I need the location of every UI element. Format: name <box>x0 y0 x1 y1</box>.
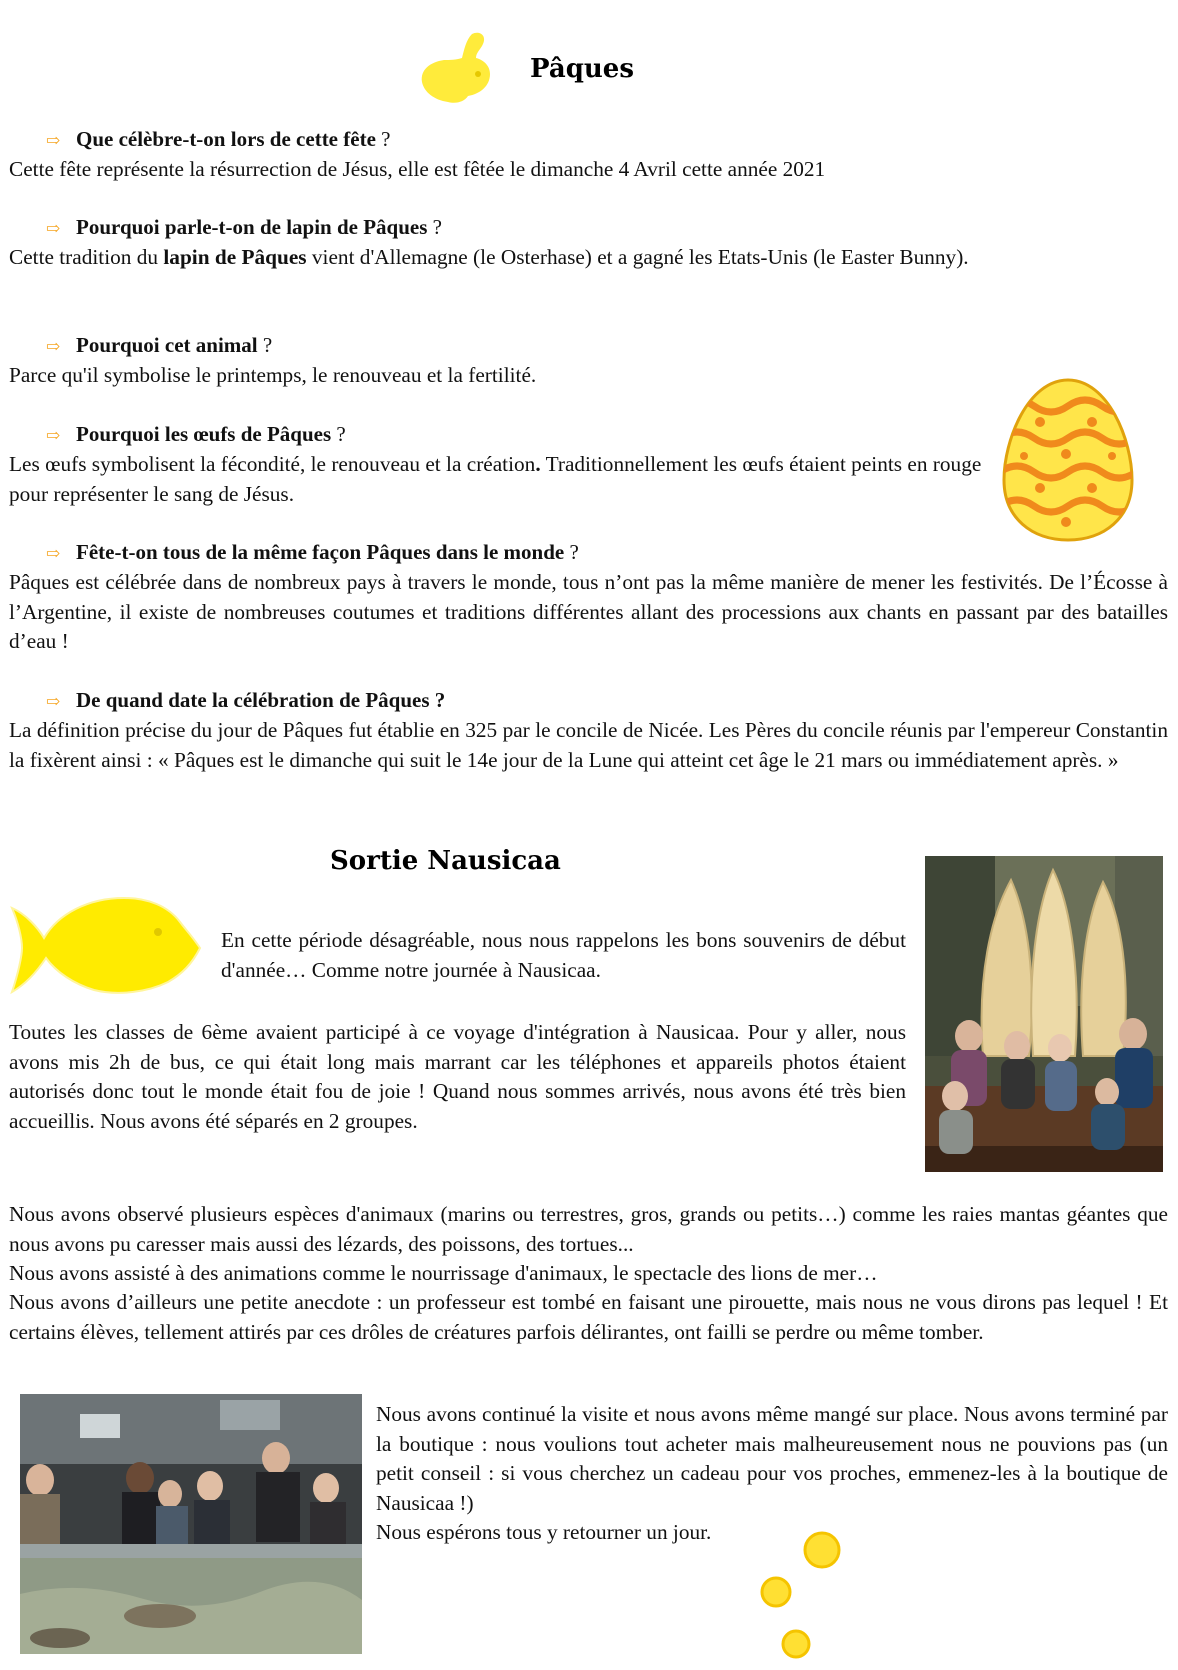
question-text: Pourquoi parle-t-on de lapin de Pâques <box>76 215 428 239</box>
question-1 <box>46 127 390 152</box>
students-touch-pool-photo <box>20 1394 362 1654</box>
answer-bold: lapin de Pâques <box>163 245 307 269</box>
answer-3: Parce qu'il symbolise le printemps, le renouveau et la fertilité. <box>9 363 537 387</box>
question-text: Pourquoi cet animal <box>76 333 258 357</box>
question-mark: ? <box>427 215 442 239</box>
paragraph-3: Nous avons assisté à des animations comme le nourrissage d'animaux, le spectacle des lions de mer… <box>9 1261 878 1285</box>
question-mark: ? <box>375 127 391 151</box>
bunny-icon <box>420 30 506 106</box>
question-mark: ? <box>257 333 273 357</box>
question-mark: ? <box>564 540 579 564</box>
question-2 <box>46 215 442 240</box>
answer-text: Les œufs symbolisent la fécondité, le renouveau et la création <box>9 452 536 476</box>
students-surfboards-photo <box>925 856 1163 1172</box>
arrow-icon: ⇨ <box>46 426 61 445</box>
fish-icon <box>8 892 204 1000</box>
intro-text: En cette période désagréable, nous nous rappelons les bons souvenirs de début d'année… Comme notre journée à Nausicaa. <box>221 928 906 982</box>
answer-4 <box>9 450 989 509</box>
easter-egg-icon <box>1000 376 1136 544</box>
question-6 <box>46 688 445 713</box>
answer-text: Cette tradition du <box>9 245 164 269</box>
question-text: Que célèbre-t-on lors de cette fête <box>76 127 376 151</box>
paragraph-4: Nous avons d’ailleurs une petite anecdote : un professeur est tombé en faisant une pirouette, mais nous ne vous dirons pas lequel ! Et certains élèves, tellement attirés par ces drôles de créatures parfois délirantes, ont failli se perdre ou même tomber. <box>9 1290 1168 1344</box>
question-text: Fête-t-on tous de la même façon Pâques dans le monde <box>76 540 565 564</box>
arrow-icon: ⇨ <box>46 692 61 711</box>
answer-6: La définition précise du jour de Pâques fut établie en 325 par le concile de Nicée. Les Pères du concile réunis par l'empereur Constantin la fixèrent ainsi : « Pâques est le dimanche qui suit le 14e jour de la Lune qui atteint cet âge le 21 mars ou immédiatement après. » <box>9 718 1168 772</box>
question-text: Pourquoi les œufs de Pâques <box>76 422 332 446</box>
paragraph-2: Nous avons observé plusieurs espèces d'animaux (marins ou terrestres, gros, grands ou petits…) comme les raies mantas géantes que nous avons pu caresser mais aussi des lézards, des poissons, des tortues... <box>9 1202 1168 1256</box>
arrow-icon: ⇨ <box>46 131 61 150</box>
arrow-icon: ⇨ <box>46 337 61 356</box>
arrow-icon: ⇨ <box>46 219 61 238</box>
section-title: Sortie Nausicaa <box>330 846 561 876</box>
paragraph-6: Nous espérons tous y retourner un jour. <box>376 1520 712 1544</box>
question-3 <box>46 333 272 358</box>
answer-text: Traditionnellement les œufs étaient peints en rouge pour représenter le sang de Jésus. <box>9 452 982 506</box>
arrow-icon: ⇨ <box>46 544 61 563</box>
paragraph-1: Toutes les classes de 6ème avaient participé à ce voyage d'intégration à Nausicaa. Pour y aller, nous avons mis 2h de bus, ce qui était long mais marrant car les téléphones et appareils photos étaient autorisés donc tout le monde était fou de joie ! Quand nous sommes arrivés, nous avons été très bien accueillis. Nous avons été séparés en 2 groupes. <box>9 1020 906 1133</box>
question-5 <box>46 540 579 565</box>
question-mark: ? <box>331 422 346 446</box>
answer-5: Pâques est célébrée dans de nombreux pays à travers le monde, tous n’ont pas la même manière de mener les festivités. De l’Écosse à l’Argentine, il existe de nombreuses coutumes et traditions différentes allant des processions aux chants en passant par des batailles d’eau ! <box>9 570 1168 654</box>
bubbles-icon <box>752 1526 848 1666</box>
page-title: Pâques <box>530 54 634 84</box>
question-4 <box>46 422 346 447</box>
question-text: De quand date la célébration de Pâques ? <box>76 688 446 712</box>
answer-2 <box>9 243 1168 273</box>
answer-bold: . <box>535 452 541 476</box>
paragraph-5: Nous avons continué la visite et nous avons même mangé sur place. Nous avons terminé par la boutique : nous voulions tout acheter mais malheureusement nous ne pouvions pas (un petit conseil : si vous cherchez un cadeau pour vos proches, emmenez-les à la boutique de Nausicaa !) <box>376 1402 1168 1515</box>
answer-1: Cette fête représente la résurrection de Jésus, elle est fêtée le dimanche 4 Avril cette année 2021 <box>9 157 826 181</box>
answer-text: vient d'Allemagne (le Osterhase) et a gagné les Etats-Unis (le Easter Bunny). <box>306 245 969 269</box>
